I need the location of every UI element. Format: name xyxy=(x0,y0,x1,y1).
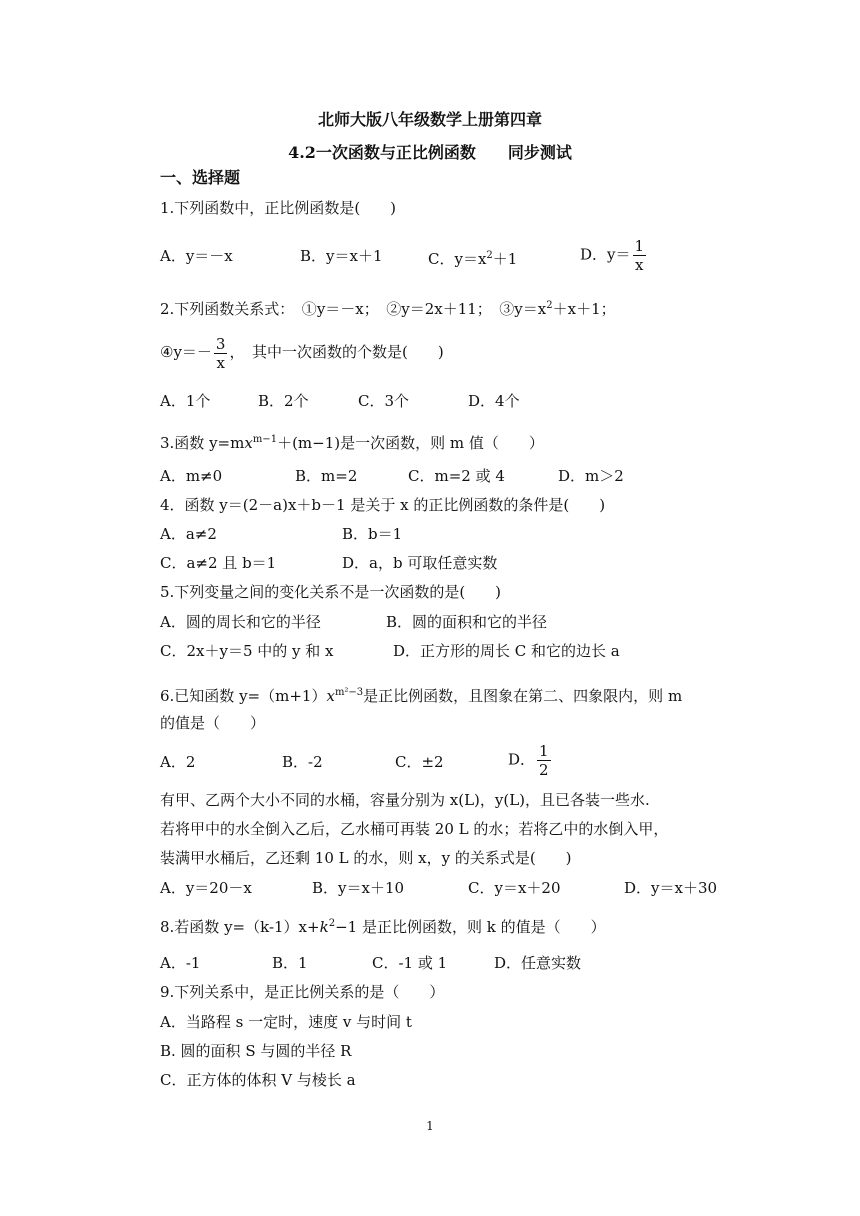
question-5-stem: 5.下列变量之间的变化关系不是一次函数的是( ) xyxy=(160,583,502,601)
q1-option-b: B．y＝x＋1 xyxy=(300,247,383,265)
question-7-line2: 若将甲中的水全倒入乙后，乙水桶可再装 20 L 的水；若将乙中的水倒入甲， xyxy=(160,820,669,838)
question-6-stem-line2: 的值是（ ） xyxy=(160,714,266,732)
q7-option-c: C．y＝x＋20 xyxy=(468,879,561,897)
document-title: 北师大版八年级数学上册第四章 xyxy=(317,110,542,129)
q4-option-a: A．a≠2 xyxy=(160,525,217,543)
q9-option-a: A．当路程 s 一定时，速度 v 与时间 t xyxy=(160,1013,412,1031)
q6-option-c: C．±2 xyxy=(395,753,444,771)
question-7-line3: 装满甲水桶后，乙还剩 10 L 的水，则 x，y 的关系式是( ) xyxy=(160,849,572,867)
q4-option-c: C．a≠2 且 b＝1 xyxy=(160,554,277,572)
question-2-stem: 2.下列函数关系式： ①y＝－x； ②y＝2x＋11； $③y=x^2+x+1$； xyxy=(160,300,616,318)
question-6-stem: 6.已知函数 $y=(m+1)x^{m^2-3}$是正比例函数，且图象在第二、四象限内，则 m xyxy=(160,687,683,705)
q3-option-a: A．m≠0 xyxy=(160,467,223,485)
q3-option-d: D．m＞2 xyxy=(558,467,624,485)
q6-option-d: D． $\frac{1}{2}$ xyxy=(508,742,549,779)
q1-option-c: C．$y=x^2+1$ xyxy=(428,250,518,268)
q2-option-a: A．1个 xyxy=(160,392,211,410)
question-4-stem: 4．函数 y＝(2－a)x＋b－1 是关于 x 的正比例函数的条件是( ) xyxy=(160,496,606,514)
q8-option-b: B．1 xyxy=(272,954,308,972)
q7-option-a: A．y＝20－x xyxy=(160,879,252,897)
q4-option-d: D．a，b 可取任意实数 xyxy=(342,554,498,572)
question-2-line2: ④y＝－ $\frac{3}{x}$ ， 其中一次函数的个数是( ) xyxy=(160,334,444,372)
section-heading: 一、选择题 xyxy=(160,168,241,187)
q6-option-a: A．2 xyxy=(160,753,196,771)
question-7-line1: 有甲、乙两个大小不同的水桶，容量分别为 x(L)，y(L)，且已各装一些水. xyxy=(160,791,650,809)
q8-option-d: D．任意实数 xyxy=(494,954,582,972)
q7-option-d: D．y＝x＋30 xyxy=(624,879,718,897)
q3-option-b: B．m=2 xyxy=(295,467,358,485)
q5-option-a: A．圆的周长和它的半径 xyxy=(160,613,321,631)
question-1-stem: 1.下列函数中，正比例函数是( ) xyxy=(160,199,397,217)
page-number: 1 xyxy=(426,1119,434,1133)
q5-option-c: C．2x＋y＝5 中的 y 和 x xyxy=(160,642,334,660)
q1-option-d: D．y＝ $\frac{1}{x}$ xyxy=(580,237,645,274)
q5-option-b: B．圆的面积和它的半径 xyxy=(386,613,548,631)
q2-option-d: D．4个 xyxy=(468,392,520,410)
q6-option-b: B．-2 xyxy=(282,753,323,771)
q2-option-b: B．2个 xyxy=(258,392,309,410)
q4-option-b: B．b＝1 xyxy=(342,525,403,543)
document-subtitle: 4.2一次函数与正比例函数 同步测试 xyxy=(288,143,572,162)
q8-option-a: A．-1 xyxy=(160,954,201,972)
q8-option-c: C．-1 或 1 xyxy=(372,954,448,972)
question-8-stem: 8.若函数 $y=(k-1)x+k^2-1$ 是正比例函数，则 k 的值是（ ） xyxy=(160,918,606,936)
question-3-stem: 3.函数 $y=mx^{m-1}+(m-1)$是一次函数，则 m 值（ ） xyxy=(160,434,544,452)
q3-option-c: C．m=2 或 4 xyxy=(408,467,505,485)
q9-option-c: C．正方体的体积 V 与棱长 a xyxy=(160,1071,356,1089)
q2-option-c: C．3个 xyxy=(358,392,410,410)
question-9-stem: 9.下列关系中，是正比例关系的是（ ） xyxy=(160,983,445,1001)
q1-option-a: A．y＝－x xyxy=(160,247,233,265)
q5-option-d: D．正方形的周长 C 和它的边长 a xyxy=(393,642,620,660)
q7-option-b: B．y＝x＋10 xyxy=(312,879,405,897)
q9-option-b: B. 圆的面积 S 与圆的半径 R xyxy=(160,1042,352,1060)
